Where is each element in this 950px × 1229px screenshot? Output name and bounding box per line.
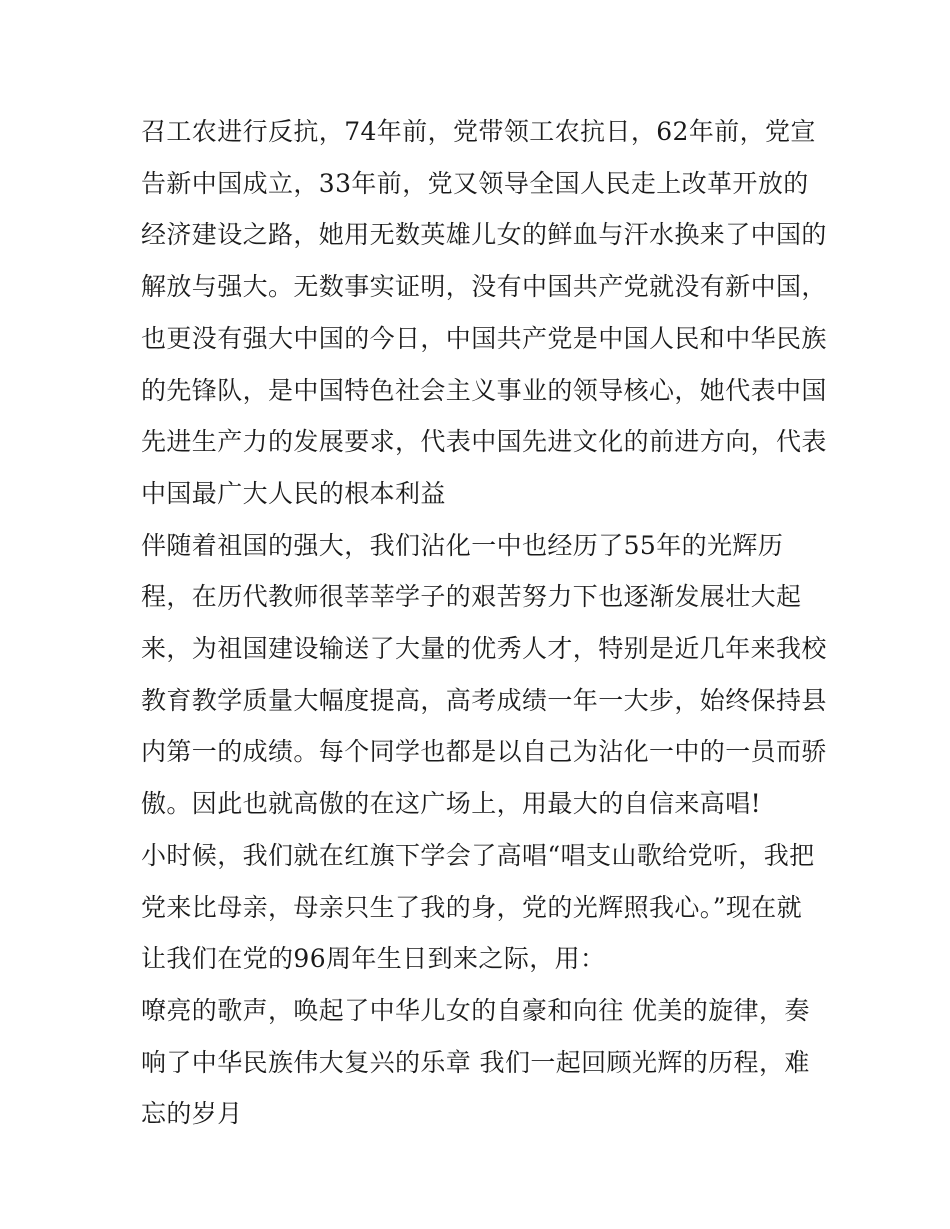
text-line: 程，在历代教师很莘莘学子的艰苦努力下也逐渐发展壮大起 [141, 582, 802, 612]
paragraph-1 [141, 106, 827, 520]
text-line: 让我们在党的96周年生日到来之际，用： [141, 944, 606, 974]
text-line: 中国最广大人民的根本利益 [141, 478, 446, 508]
text-line: 也更没有强大中国的今日，中国共产党是中国人民和中华民族 [141, 323, 827, 353]
text-line: 嘹亮的歌声，唤起了中华儿女的自豪和向往 优美的旋律，奏 [141, 995, 810, 1025]
text-line: 经济建设之路，她用无数英雄儿女的鲜血与汗水换来了中国的 [141, 220, 827, 250]
text-line: 来，为祖国建设输送了大量的优秀人才，特别是近几年来我校 [141, 634, 827, 664]
paragraph-4 [141, 985, 821, 1140]
paragraph-3 [141, 830, 821, 985]
text-line: 告新中国成立，33年前，党又领导全国人民走上改革开放的 [141, 168, 809, 198]
text-line: 响了中华民族伟大复兴的乐章 我们一起回顾光辉的历程，难 [141, 1047, 810, 1077]
text-line: 召工农进行反抗，74年前，党带领工农抗日，62年前，党宣 [141, 117, 816, 146]
text-line: 党来比母亲，母亲只生了我的身，党的光辉照我心。”现在就 [141, 892, 803, 922]
paragraph-2 [141, 520, 827, 830]
text-line: 小时候，我们就在红旗下学会了高唱“唱支山歌给党听，我把 [141, 840, 815, 870]
text-line: 解放与强大。无数事实证明，没有中国共产党就没有新中国， [141, 272, 827, 302]
text-line: 先进生产力的发展要求，代表中国先进文化的前进方向，代表 [141, 427, 827, 457]
text-line: 内第一的成绩。每个同学也都是以自己为沾化一中的一员而骄 [141, 737, 827, 767]
text-line: 傲。因此也就高傲的在这广场上，用最大的自信来高唱! [141, 789, 762, 819]
text-line: 忘的岁月 [141, 1099, 243, 1129]
document-body [141, 106, 827, 1140]
text-line: 伴随着祖国的强大，我们沾化一中也经历了55年的光辉历 [141, 530, 784, 560]
text-line: 的先锋队，是中国特色社会主义事业的领导核心，她代表中国 [141, 375, 827, 405]
text-line: 教育教学质量大幅度提高，高考成绩一年一大步，始终保持县 [141, 685, 827, 715]
